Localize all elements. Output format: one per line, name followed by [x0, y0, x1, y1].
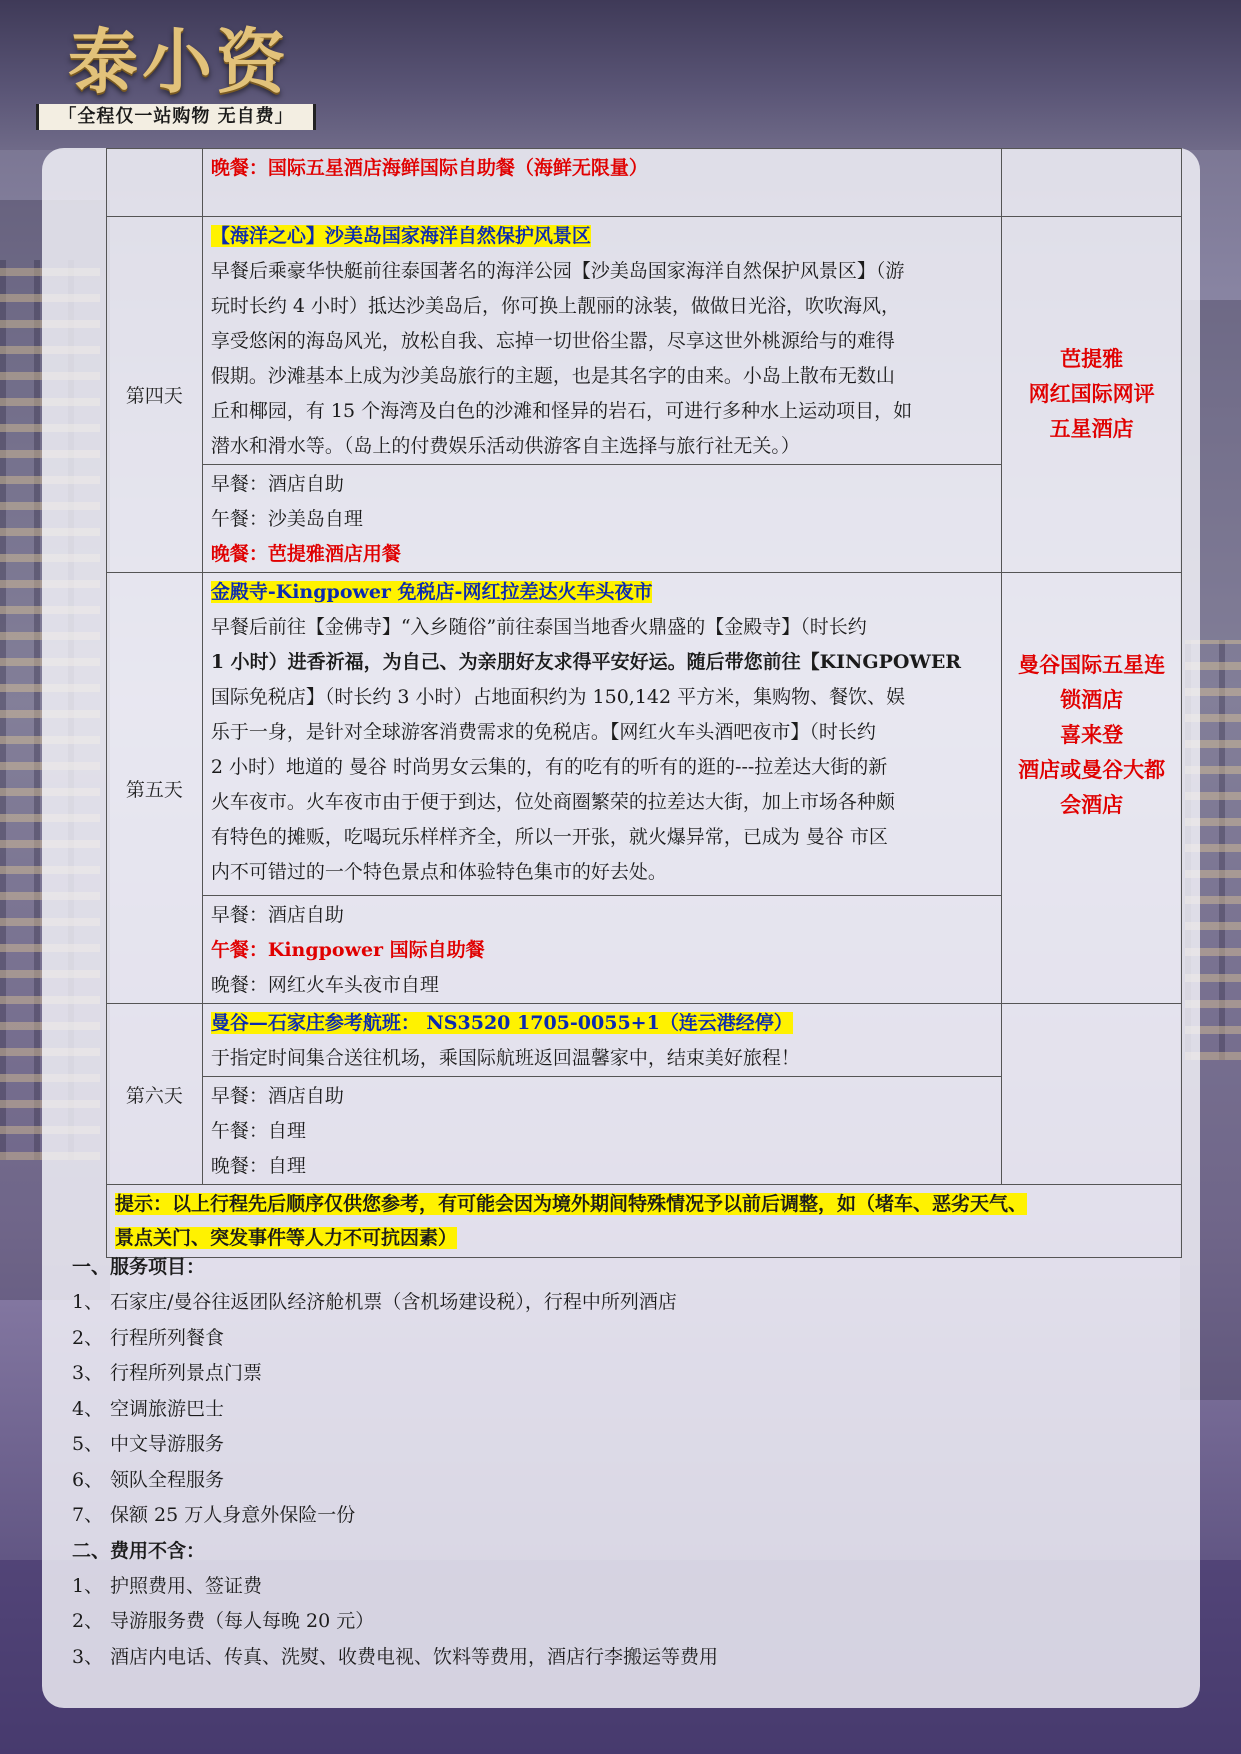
hotel-line: 曼谷国际五星连	[1018, 653, 1166, 677]
hotel-cell	[1002, 573, 1182, 1004]
list-item: 1、 石家庄/曼谷往返团队经济舱机票（含机场建设税），行程中所列酒店	[72, 1291, 677, 1313]
day-label: 第四天	[107, 217, 203, 573]
hotel-line: 酒店或曼谷大都	[1018, 758, 1166, 782]
meals-cell	[202, 1077, 1002, 1185]
description-line: 国际免税店】（时长约 3 小时）占地面积约为 150,142 平方米，集购物、餐饮、娱	[210, 686, 906, 708]
description-line: 火车夜市。火车夜市由于便于到达，位处商圈繁荣的拉差达大街，加上市场各种颇	[210, 791, 895, 813]
description-line: 内不可错过的一个特色景点和体验特色集市的好去处。	[210, 861, 667, 883]
lunch-line: 午餐：沙美岛自理	[210, 508, 363, 530]
excluded-heading: 二、费用不含：	[72, 1539, 206, 1562]
dinner-line: 晚餐：自理	[210, 1155, 306, 1177]
hotel-line: 芭提雅	[1060, 347, 1124, 371]
tip-cell	[107, 1185, 1182, 1258]
content-cell	[202, 217, 1002, 465]
hotel-line: 喜来登	[1060, 723, 1124, 747]
day-cell	[107, 149, 203, 217]
table-row	[107, 217, 1182, 465]
services-heading: 一、服务项目：	[72, 1256, 206, 1278]
description-line: 潜水和滑水等。（岛上的付费娱乐活动供游客自主选择与旅行社无关。）	[210, 435, 800, 457]
meals-cell	[202, 465, 1002, 573]
description-line: 早餐后乘豪华快艇前往泰国著名的海洋公园【沙美岛国家海洋自然保护风景区】（游	[210, 260, 905, 282]
list-item: 6、 领队全程服务	[72, 1468, 225, 1491]
table-row	[107, 1185, 1182, 1258]
hotel-cell	[1002, 149, 1182, 217]
content-cell	[202, 573, 1002, 896]
description-line: 1 小时）进香祈福，为自己、为亲朋好友求得平安好运。随后带您前往【KINGPOWER	[210, 651, 962, 673]
breakfast-line: 早餐：酒店自助	[210, 473, 344, 495]
list-item: 7、 保额 25 万人身意外保险一份	[72, 1504, 356, 1526]
dinner-line: 晚餐：国际五星酒店海鲜国际自助餐（海鲜无限量）	[210, 157, 648, 179]
list-item: 4、 空调旅游巴士	[72, 1397, 225, 1420]
description-line: 有特色的摊贩，吃喝玩乐样样齐全，所以一开张，就火爆异常，已成为 曼谷 市区	[210, 826, 888, 848]
logo-tagline: 「全程仅一站购物 无自费」	[36, 104, 316, 130]
description-line: 享受悠闲的海岛风光，放松自我、忘掉一切世俗尘嚣，尽享这世外桃源给与的难得	[210, 330, 895, 352]
day-title: 【海洋之心】沙美岛国家海洋自然保护风景区	[210, 225, 591, 247]
itinerary-table	[106, 148, 1182, 1258]
tip-line: 景点关门、突发事件等人力不可抗因素）	[115, 1227, 458, 1249]
table-row	[107, 1004, 1182, 1077]
description-line: 2 小时）地道的 曼谷 时尚男女云集的，有的吃有的听有的逛的---拉差达大街的新	[210, 756, 888, 778]
hotel-line: 网红国际网评	[1028, 382, 1155, 406]
terms-section	[72, 1250, 1172, 1675]
description-line: 丘和椰园，有 15 个海湾及白色的沙滩和怪异的岩石，可进行多种水上运动项目，如	[210, 400, 913, 422]
brand-logo	[34, 22, 324, 132]
logo-text: 泰小资	[68, 20, 290, 103]
list-item: 2、 行程所列餐食	[72, 1326, 225, 1349]
hotel-line: 五星酒店	[1049, 417, 1134, 441]
breakfast-line: 早餐：酒店自助	[210, 1085, 344, 1107]
list-item: 3、 酒店内电话、传真、洗熨、收费电视、饮料等费用，酒店行李搬运等费用	[72, 1645, 719, 1668]
content-cell	[202, 149, 1002, 217]
day-label: 第六天	[107, 1004, 203, 1185]
hotel-line: 会酒店	[1060, 793, 1124, 817]
list-item: 1、 护照费用、签证费	[72, 1574, 263, 1597]
description-line: 假期。沙滩基本上成为沙美岛旅行的主题，也是其名字的由来。小岛上散布无数山	[210, 365, 895, 387]
tip-line: 提示：以上行程先后顺序仅供您参考，有可能会因为境外期间特殊情况予以前后调整，如（堵车、恶劣天气、	[115, 1193, 1028, 1215]
day-label: 第五天	[107, 573, 203, 1004]
hotel-line: 锁酒店	[1060, 688, 1124, 712]
description-line: 玩时长约 4 小时）抵达沙美岛后，你可换上靓丽的泳装，做做日光浴，吹吹海风，	[210, 295, 900, 317]
flight-title: 曼谷—石家庄参考航班： NS3520 1705-0055+1（连云港经停）	[210, 1012, 793, 1034]
dinner-line: 晚餐：芭提雅酒店用餐	[210, 543, 401, 565]
day-title: 金殿寺-Kingpower 免税店-网红拉差达火车头夜市	[210, 581, 653, 603]
breakfast-line: 早餐：酒店自助	[210, 904, 344, 926]
table-row	[107, 573, 1182, 896]
dinner-line: 晚餐：网红火车头夜市自理	[210, 974, 439, 996]
list-item: 2、 导游服务费（每人每晚 20 元）	[72, 1610, 375, 1632]
description-line: 早餐后前往【金佛寺】“入乡随俗”前往泰国当地香火鼎盛的【金殿寺】（时长约	[210, 616, 867, 638]
description-line: 乐于一身，是针对全球游客消费需求的免税店。【网红火车头酒吧夜市】（时长约	[210, 721, 876, 743]
list-item: 5、 中文导游服务	[72, 1433, 225, 1455]
description-line: 于指定时间集合送往机场，乘国际航班返回温馨家中，结束美好旅程！	[210, 1047, 800, 1069]
table-row	[107, 149, 1182, 217]
lunch-line: 午餐：自理	[210, 1120, 306, 1142]
hotel-cell	[1002, 1004, 1182, 1185]
meals-cell	[202, 896, 1002, 1004]
hotel-cell	[1002, 217, 1182, 573]
lunch-line: 午餐：Kingpower 国际自助餐	[210, 939, 485, 961]
content-cell	[202, 1004, 1002, 1077]
list-item: 3、 行程所列景点门票	[72, 1362, 263, 1384]
